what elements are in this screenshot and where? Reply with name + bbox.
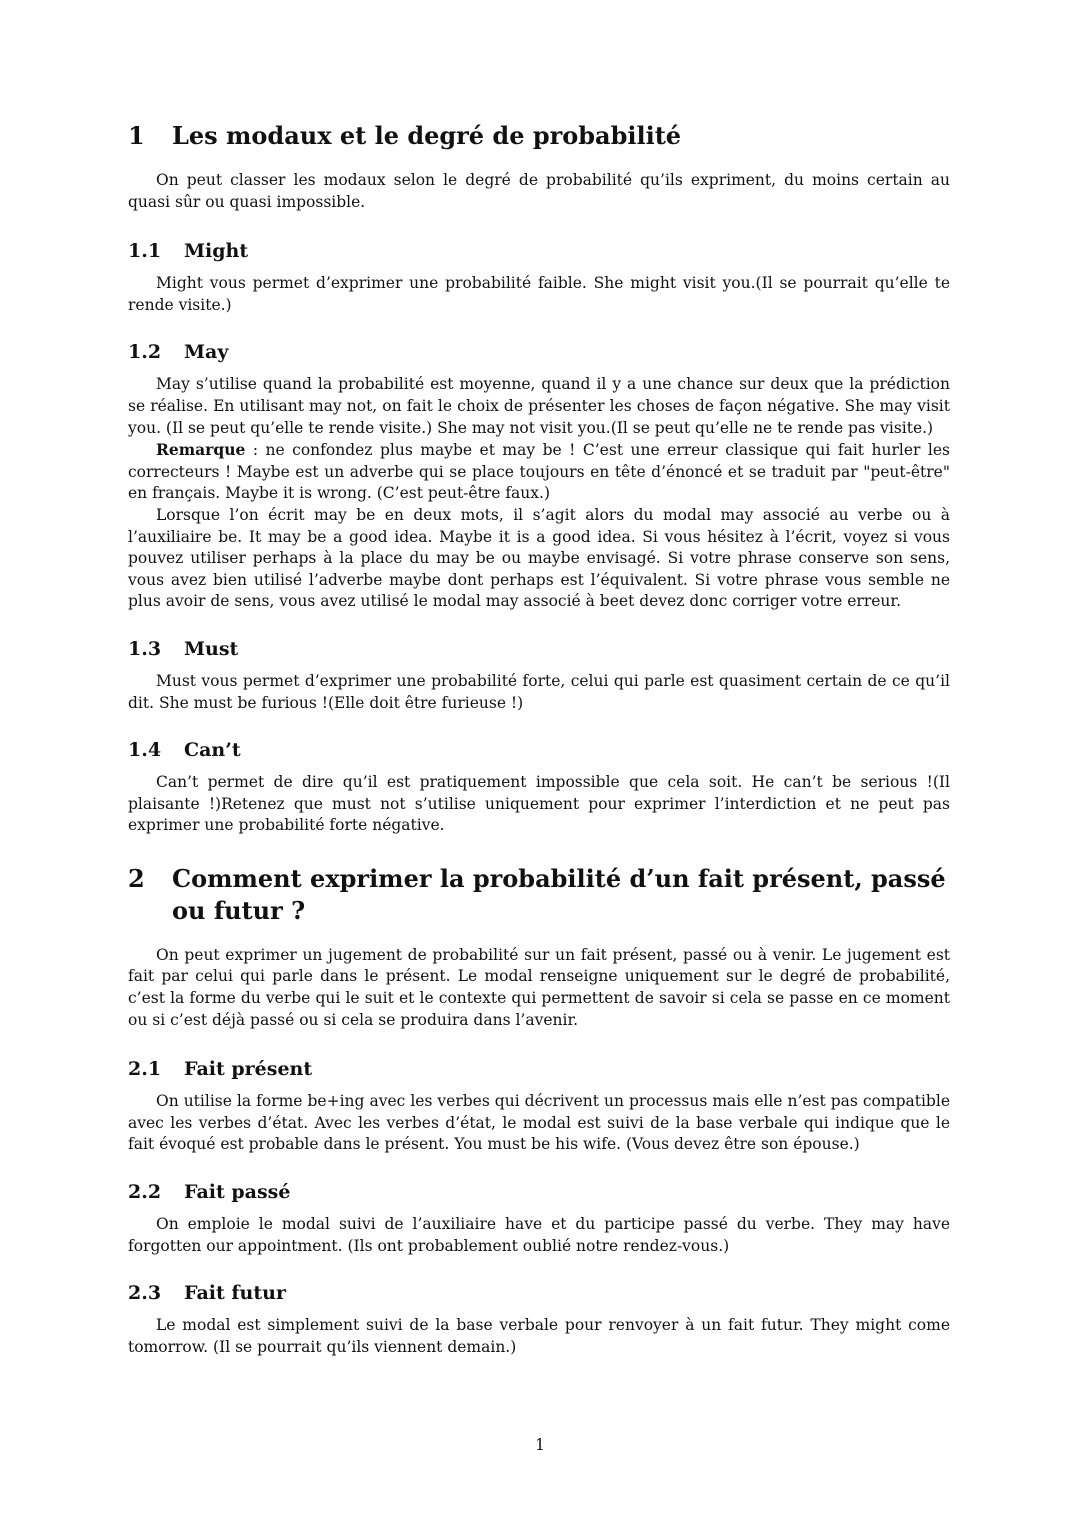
subsection-1-4-heading bbox=[128, 738, 950, 762]
section-title: Comment exprimer la probabilité d’un fait présent, passé ou futur ? bbox=[172, 863, 946, 925]
subsection-2-2-heading bbox=[128, 1180, 950, 1204]
subsection-title: Fait passé bbox=[184, 1181, 291, 1204]
subsection-1-3-paragraph: Must vous permet d’exprimer une probabilité forte, celui qui parle est quasiment certain de ce qu’il dit. She must be furious !(Elle doit être furieuse !) bbox=[128, 671, 950, 712]
section-number: 2 bbox=[128, 863, 145, 893]
section-1-intro: On peut classer les modaux selon le degré de probabilité qu’ils expriment, du moins certain au quasi sûr ou quasi impossible. bbox=[128, 171, 950, 211]
subsection-number: 1.4 bbox=[128, 739, 162, 762]
subsection-2-3-heading bbox=[128, 1281, 950, 1305]
subsection-2-3-paragraph: Le modal est simplement suivi de la base verbale pour renvoyer à un fait futur. They might come tomorrow. (Il se pourrait qu’ils viennent demain.) bbox=[128, 1316, 950, 1356]
subsection-title: May bbox=[184, 341, 229, 364]
subsection-number: 1.1 bbox=[128, 240, 162, 263]
section-2-intro: On peut exprimer un jugement de probabilité sur un fait présent, passé ou à venir. Le jugement est fait par celui qui parle dans le présent. Le modal renseigne uniquement sur le degré de probabilité, c’est la forme du verbe qui le suit et le contexte qui permettent de savoir si cela se passe en ce moment ou si c’est déjà passé ou si cela se produira dans l’avenir. bbox=[128, 945, 950, 1029]
subsection-1-3-heading bbox=[128, 637, 950, 661]
subsection-number: 2.2 bbox=[128, 1181, 162, 1204]
remark-paragraph bbox=[128, 439, 950, 505]
section-number: 1 bbox=[128, 121, 145, 150]
subsection-number: 1.3 bbox=[128, 637, 162, 660]
section-2-heading bbox=[128, 863, 950, 927]
section-title: Les modaux et le degré de probabilité bbox=[172, 121, 682, 150]
subsection-number: 2.1 bbox=[128, 1058, 162, 1081]
subsection-2-1-heading bbox=[128, 1057, 950, 1081]
subsection-title: Must bbox=[184, 637, 239, 660]
subsection-title: Fait futur bbox=[184, 1282, 286, 1305]
page-number: 1 bbox=[535, 1436, 545, 1454]
remark-text: : ne confondez plus maybe et may be ! C’est une erreur classique qui fait hurler les correcteurs ! Maybe est un adverbe qui se place toujours en tête d’énoncé et se traduit par "peut-être" en français. Maybe it is wrong. (C’est peut-être faux.) bbox=[128, 441, 950, 503]
subsection-1-1-heading bbox=[128, 239, 950, 263]
subsection-title: Might bbox=[184, 240, 249, 263]
subsection-1-1-paragraph: Might vous permet d’exprimer une probabilité faible. She might visit you.(Il se pourrait qu’elle te rende visite.) bbox=[128, 274, 950, 314]
section-1-heading bbox=[128, 120, 950, 152]
subsection-title: Fait présent bbox=[184, 1058, 313, 1081]
page-content bbox=[128, 120, 950, 1358]
remark-label: Remarque bbox=[156, 440, 246, 460]
subsection-1-4-paragraph: Can’t permet de dire qu’il est pratiquement impossible que cela soit. He can’t be serious !(Il plaisante !)Retenez que must not s’utilise uniquement pour exprimer l’interdiction et ne peut pas exprimer une probabilité forte négative. bbox=[128, 773, 950, 835]
subsection-2-2-paragraph: On emploie le modal suivi de l’auxiliaire have et du participe passé du verbe. They may have forgotten our appointment. (Ils ont probablement oublié notre rendez-vous.) bbox=[128, 1215, 950, 1255]
subsection-1-2-paragraph: May s’utilise quand la probabilité est moyenne, quand il y a une chance sur deux que la prédiction se réalise. En utilisant may not, on fait le choix de présenter les choses de façon négative. She may visit you. (Il se peut qu’elle te rende visite.) She may not visit you.(Il se peut qu’elle ne te rende pas visite.) bbox=[128, 375, 950, 437]
subsection-number: 2.3 bbox=[128, 1282, 162, 1305]
subsection-title: Can’t bbox=[184, 739, 241, 762]
subsection-2-1-paragraph: On utilise la forme be+ing avec les verbes qui décrivent un processus mais elle n’est pas compatible avec les verbes d’état. Avec les verbes d’état, le modal est suivi de la base verbale qui indique que le fait évoqué est probable dans le présent. You must be his wife. (Vous devez être son épouse.) bbox=[128, 1092, 950, 1154]
subsection-number: 1.2 bbox=[128, 341, 162, 364]
subsection-1-2-heading bbox=[128, 340, 950, 364]
subsection-1-2-paragraph-3: Lorsque l’on écrit may be en deux mots, il s’agit alors du modal may associé au verbe ou à l’auxiliaire be. It may be a good idea. Maybe it is a good idea. Si vous hésitez à l’écrit, voyez si vous pouvez utiliser perhaps à la place du may be ou maybe envisagé. Si votre phrase conserve son sens, vous avez bien utilisé l’adverbe maybe dont perhaps est l’équivalent. Si votre phrase vous semble ne plus avoir de sens, vous avez utilisé le modal may associé à beet devez donc corriger votre erreur. bbox=[128, 505, 950, 611]
